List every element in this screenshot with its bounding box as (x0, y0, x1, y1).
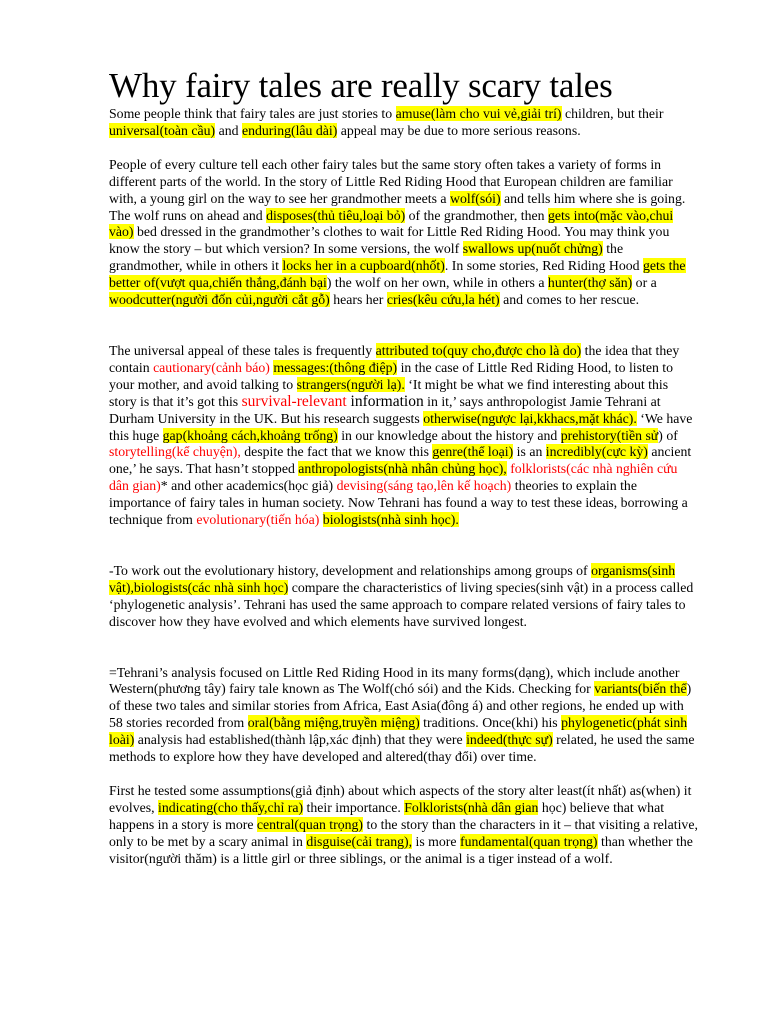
text-run: their importance. (303, 799, 405, 815)
highlighted-term: anthropologists(nhà nhân chủng học), (298, 461, 507, 477)
highlighted-term: messages:(thông điệp) (273, 359, 398, 375)
text-run: ) of these two tales and similar stories from Africa, East Asia(đông á) and other regions, he ended up with 58 stories recorded from (109, 681, 692, 731)
text-run: học) believe that what happens in a story is more (109, 799, 665, 832)
highlighted-term: biologists(nhà sinh học). (322, 512, 459, 528)
highlighted-term: hunter(thợ săn) (547, 275, 633, 291)
paragraph-culture (109, 157, 699, 309)
text-run: ) the wolf on her own, while in others a (326, 275, 548, 291)
highlighted-term: cries(kêu cứu,la hét) (386, 292, 500, 308)
highlighted-term: incredibly(cực kỳ) (545, 444, 648, 460)
text-run: People of every culture tell each other fairy tales but the same story often takes a variety of forms in different parts of the world. In the story of Little Red Riding Hood that European children are familiar with, a young girl on the way to see her grandmother meets a (109, 156, 673, 206)
paragraph-spacer (109, 140, 699, 157)
text-run: the grandmother, while in others it (109, 241, 624, 274)
text-run: bed dressed in the grandmother’s clothes to wait for Little Red Riding Hood. You may think you know the story – but which version? In some versions, the wolf (109, 224, 670, 257)
red-term: folklorists(các nhà nghiên cứu dân gian) (109, 461, 678, 494)
red-term: devising(sáng tạo,lên kế hoạch) (336, 478, 512, 494)
text-run: The universal appeal of these tales is frequently (109, 342, 376, 358)
text-run: appeal may be due to more serious reasons. (337, 122, 581, 138)
text-run: than whether the visitor(người thăm) is a little girl or three siblings, or the animal is a tiger instead of a wolf. (109, 833, 693, 866)
text-run: ‘It might be what we find interesting about this story is that it’s got this (109, 376, 669, 409)
red-term: survival-relevant (241, 392, 347, 410)
paragraph-intro (109, 106, 699, 140)
text-run: compare the characteristics of living species(sinh vật) in a process called ‘phylogenetic analysis’. Tehrani has used the same approach to compare related versions of fairy tales to discover how they have evolved and which elements have survived longest. (109, 579, 694, 629)
highlighted-term: prehistory(tiền sử (560, 427, 659, 443)
text-run: ancient one,’ he says. That hasn’t stopped (109, 444, 692, 477)
text-run: analysis had established(thành lập,xác định) that they were (134, 732, 467, 748)
red-term: cautionary(cảnh báo) (153, 359, 270, 375)
text-run: children, but their (561, 106, 664, 121)
text-run: the idea that they contain (109, 342, 680, 375)
highlighted-term: attributed to(quy cho,được cho là do) (375, 342, 582, 358)
paragraph-spacer (109, 766, 699, 783)
text-run: and (215, 122, 242, 138)
text-run: of the grandmother, then (405, 207, 548, 223)
text-run: =Tehrani’s analysis focused on Little Red Riding Hood in its many forms(dạng), which include another Western(phương tây) fairy tale known as The Wolf(chó sói) and the Kids. Checking for (109, 664, 680, 697)
highlighted-term: genre(thể loại) (432, 444, 514, 460)
paragraph-spacer (109, 631, 699, 665)
text-run: despite the fact that we know this (240, 444, 433, 460)
text-run: to the story than the characters in it – that visiting a relative, only to be met by a scary animal in (109, 816, 698, 849)
highlighted-term: gets into(mặc vào,chui vào) (109, 207, 674, 240)
text-run: related, he used the same methods to explore how they have developed and altered(thay đổi) over time. (109, 732, 695, 765)
paragraph-assumptions (109, 783, 699, 868)
paragraph-tehrani-analysis (109, 665, 699, 766)
highlighted-term: phylogenetic(phát sinh loài) (109, 715, 688, 748)
highlighted-term: disguise(cải trang), (306, 833, 413, 849)
highlighted-term: universal(toàn cầu) (109, 122, 216, 138)
text-run: * and other academics(học giả) (160, 478, 337, 494)
text-run: theories to explain the importance of fairy tales in human society. Now Tehrani has found a way to test these ideas, borrowing a technique from (109, 478, 688, 528)
highlighted-term: central(quan trọng) (256, 816, 364, 832)
highlighted-term: organisms(sinh vật),biologists(các nhà sinh học) (109, 562, 676, 595)
paragraph-universal-appeal (109, 343, 699, 529)
highlighted-term: amuse(làm cho vui vẻ,giải trí) (395, 106, 562, 121)
red-term: evolutionary(tiến hóa) (196, 512, 320, 528)
paragraph-spacer (109, 529, 699, 563)
highlighted-term: disposes(thủ tiêu,loại bỏ) (266, 207, 406, 223)
text-run: First he tested some assumptions(giả định) about which aspects of the story alter least(ít nhất) as(when) it evolves, (109, 783, 692, 815)
red-term: storytelling(kể chuyện), (109, 444, 241, 460)
text-run: or a (632, 275, 657, 291)
highlighted-term: otherwise(ngược lại,kkhacs,mặt khác). (423, 410, 637, 426)
page-title: Why fairy tales are really scary tales (109, 66, 613, 105)
highlighted-term: indeed(thực sự) (466, 732, 553, 748)
highlighted-term: Folklorists(nhà dân gian (404, 799, 539, 815)
highlighted-term: woodcutter(người đốn củi,người cắt gỗ) (109, 292, 330, 308)
highlighted-term: swallows up(nuốt chửng) (462, 241, 603, 257)
text-run: and comes to her rescue. (499, 292, 640, 308)
highlighted-term: strangers(người lạ). (296, 376, 405, 392)
highlighted-term: variants(biến thể (594, 681, 687, 697)
highlighted-term: gap(khoảng cách,khoảng trống) (162, 427, 338, 443)
document-page (109, 66, 699, 868)
text-run: in the case of Little Red Riding Hood, to listen to your mother, and avoid talking to (109, 359, 674, 392)
text-run: in it,’ says anthropologist Jamie Tehrani at Durham University in the UK. But his research suggests (109, 393, 661, 426)
highlighted-term: locks her in a cupboard(nhốt) (282, 258, 445, 274)
text-run: Some people think that fairy tales are just stories to (109, 106, 396, 121)
highlighted-term: gets the better of(vượt qua,chiến thắng,đánh bại (109, 258, 686, 291)
text-run: information (346, 392, 424, 410)
text-run: traditions. Once(khi) his (419, 715, 562, 731)
text-run: is more (412, 833, 460, 849)
text-run: ) of (658, 427, 678, 443)
highlighted-term: indicating(cho thấy,chỉ ra) (158, 799, 304, 815)
text-run: ‘We have this huge (109, 410, 693, 443)
text-run: -To work out the evolutionary history, development and relationships among groups of (109, 562, 592, 578)
text-run: hears her (329, 292, 387, 308)
highlighted-term: oral(bằng miệng,truyền miệng) (247, 715, 420, 731)
text-run: and tells him where she is going. The wolf runs on ahead and (109, 190, 686, 223)
highlighted-term: wolf(sói) (450, 190, 501, 206)
highlighted-term: enduring(lâu dài) (241, 122, 338, 138)
text-run: . In some stories, Red Riding Hood (444, 258, 643, 274)
paragraph-spacer (109, 309, 699, 343)
text-run: in our knowledge about the history and (337, 427, 561, 443)
paragraph-evolutionary-history (109, 563, 699, 631)
highlighted-term: fundamental(quan trọng) (459, 833, 598, 849)
text-run: is an (513, 444, 546, 460)
